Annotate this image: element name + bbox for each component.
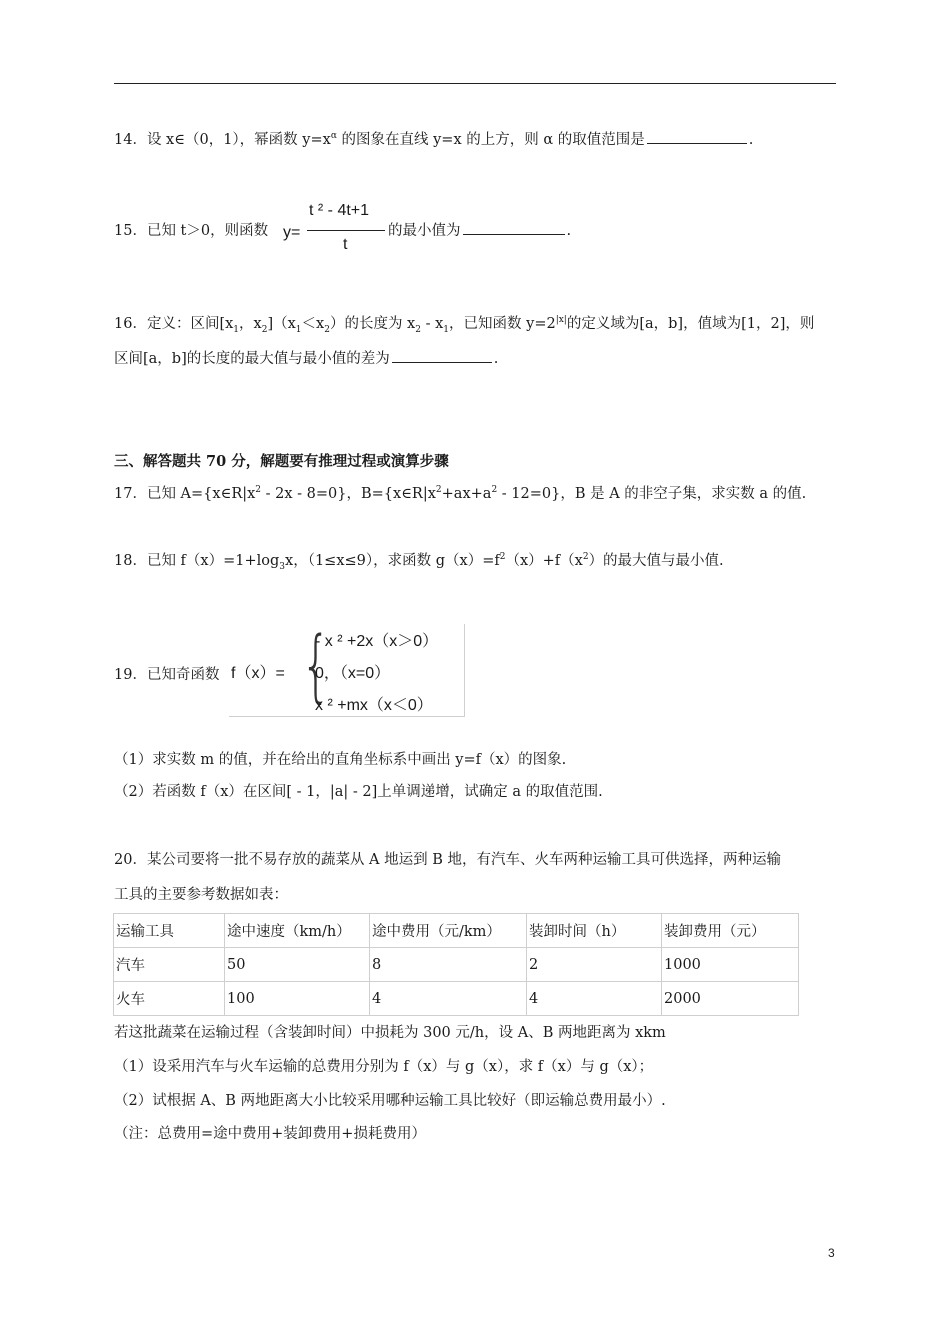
formula-y: y= <box>283 224 301 241</box>
table-cell: 4 <box>370 982 527 1016</box>
table-row <box>114 948 799 982</box>
question-19-part2: （2）若函数 f（x）在区间[ - 1，|a| - 2]上单调递增，试确定 a 的取值范围. <box>114 784 603 800</box>
question-19-prefix: 19．已知奇函数 <box>114 667 220 683</box>
text: 16．定义：区间[x <box>114 316 234 332</box>
question-15-prefix <box>114 219 268 240</box>
subscript: 1 <box>233 324 240 335</box>
table-cell: 100 <box>225 982 370 1016</box>
table-cell: 8 <box>370 948 527 982</box>
question-17 <box>114 482 806 503</box>
question-16-line1 <box>114 312 814 333</box>
question-20-line1: 20．某公司要将一批不易存放的蔬菜从 A 地运到 B 地，有汽车、火车两种运输工具可供选择，两种运输 <box>114 852 782 868</box>
question-20-part1: （1）设采用汽车与火车运输的总费用分别为 f（x）与 g（x），求 f（x）与 g（x）； <box>114 1059 654 1075</box>
superscript: 2 <box>582 552 589 563</box>
text: ]（x <box>267 316 296 332</box>
table-cell: 2 <box>527 948 662 982</box>
text: ）的长度为 x <box>329 316 416 332</box>
answer-blank[interactable] <box>463 220 565 235</box>
page-number: 3 <box>828 1246 835 1260</box>
table-header-row <box>114 914 799 948</box>
text: ，x <box>239 316 262 332</box>
table-cell: 火车 <box>114 982 225 1016</box>
question-20-part2: （2）试根据 A、B 两地距离大小比较采用哪种运输工具比较好（即运输总费用最小）. <box>114 1093 666 1109</box>
piece-3: x ² +mx（x＜0） <box>315 697 433 714</box>
answer-blank[interactable] <box>647 129 747 144</box>
text: x，（1≤x≤9），求函数 g（x）=f <box>285 553 500 569</box>
text: 18．已知 f（x）=1+log <box>114 553 280 569</box>
text: ＜x <box>301 316 325 332</box>
piece-2: 0，（x=0） <box>315 665 391 682</box>
table-header-cell: 装卸费用（元） <box>662 914 799 948</box>
table-row <box>114 982 799 1016</box>
question-16-line2 <box>114 347 498 368</box>
formula-numerator: t ² - 4t+1 <box>309 202 370 219</box>
q19-piecewise-formula <box>229 621 465 717</box>
question-20-after-table: 若这批蔬菜在运输过程（含装卸时间）中损耗为 300 元/h，设 A、B 两地距离为 xkm <box>114 1025 666 1041</box>
superscript: 2 <box>435 485 442 496</box>
subscript: 3 <box>279 561 286 572</box>
q15-formula <box>283 202 388 258</box>
table-cell: 1000 <box>662 948 799 982</box>
text: （x）+f（x <box>505 553 583 569</box>
text: 的定义域为[a，b]，值域为[1，2]，则 <box>566 316 815 332</box>
subscript: 1 <box>295 324 302 335</box>
question-19-part1: （1）求实数 m 的值，并在给出的直角坐标系中画出 y=f（x）的图象. <box>114 752 567 768</box>
table-header-cell: 途中速度（km/h） <box>225 914 370 948</box>
q14-period: . <box>748 132 754 148</box>
q15-text-post: 的最小值为 <box>388 223 461 239</box>
formula-denominator: t <box>343 236 348 253</box>
subscript: 2 <box>261 324 268 335</box>
table-header-cell: 途中费用（元/km） <box>370 914 527 948</box>
superscript: |x| <box>555 315 567 326</box>
question-15-suffix <box>388 219 571 240</box>
table-cell: 4 <box>527 982 662 1016</box>
superscript: 2 <box>491 485 498 496</box>
table-cell: 汽车 <box>114 948 225 982</box>
subscript: 2 <box>324 324 330 335</box>
text: +ax+a <box>441 486 492 502</box>
section-heading: 三、解答题共 70 分，解题要有推理过程或演算步骤 <box>114 453 449 470</box>
piece-1: - x ² +2x（x＞0） <box>315 633 439 650</box>
q14-text-pre: 14．设 x∈（0，1），幂函数 y=x <box>114 132 331 148</box>
text: - x <box>420 316 444 332</box>
q16-period: . <box>493 351 499 367</box>
question-20-note: （注：总费用=途中费用+装卸费用+损耗费用） <box>114 1126 426 1142</box>
table-cell: 2000 <box>662 982 799 1016</box>
subscript: 2 <box>415 324 421 335</box>
text: ）的最大值与最小值. <box>588 553 724 569</box>
text: ，已知函数 y=2 <box>449 316 556 332</box>
question-18 <box>114 549 724 570</box>
transport-table <box>113 913 799 1016</box>
answer-blank[interactable] <box>392 348 492 363</box>
brace: { <box>301 621 331 711</box>
superscript: 2 <box>255 485 262 496</box>
q14-exponent: α <box>330 131 337 142</box>
text: - 2x - 8=0}，B={x∈R|x <box>261 486 436 502</box>
table-header-cell: 运输工具 <box>114 914 225 948</box>
text: 区间[a，b]的长度的最大值与最小值的差为 <box>114 351 390 367</box>
header-rule <box>114 83 836 84</box>
table-cell: 50 <box>225 948 370 982</box>
q15-period: . <box>566 223 572 239</box>
q15-text-pre: 15．已知 t＞0，则函数 <box>114 223 269 239</box>
superscript: 2 <box>499 552 506 563</box>
question-14 <box>114 128 753 149</box>
text: 17．已知 A={x∈R|x <box>114 486 256 502</box>
q14-text-post: 的图象在直线 y=x 的上方，则 α 的取值范围是 <box>336 132 645 148</box>
fraction-bar <box>307 230 385 231</box>
table-header-cell: 装卸时间（h） <box>527 914 662 948</box>
subscript: 1 <box>443 324 450 335</box>
function-label: f（x）= <box>231 665 285 682</box>
question-20-line2: 工具的主要参考数据如表： <box>114 887 288 903</box>
text: - 12=0}，B 是 A 的非空子集，求实数 a 的值. <box>497 486 807 502</box>
